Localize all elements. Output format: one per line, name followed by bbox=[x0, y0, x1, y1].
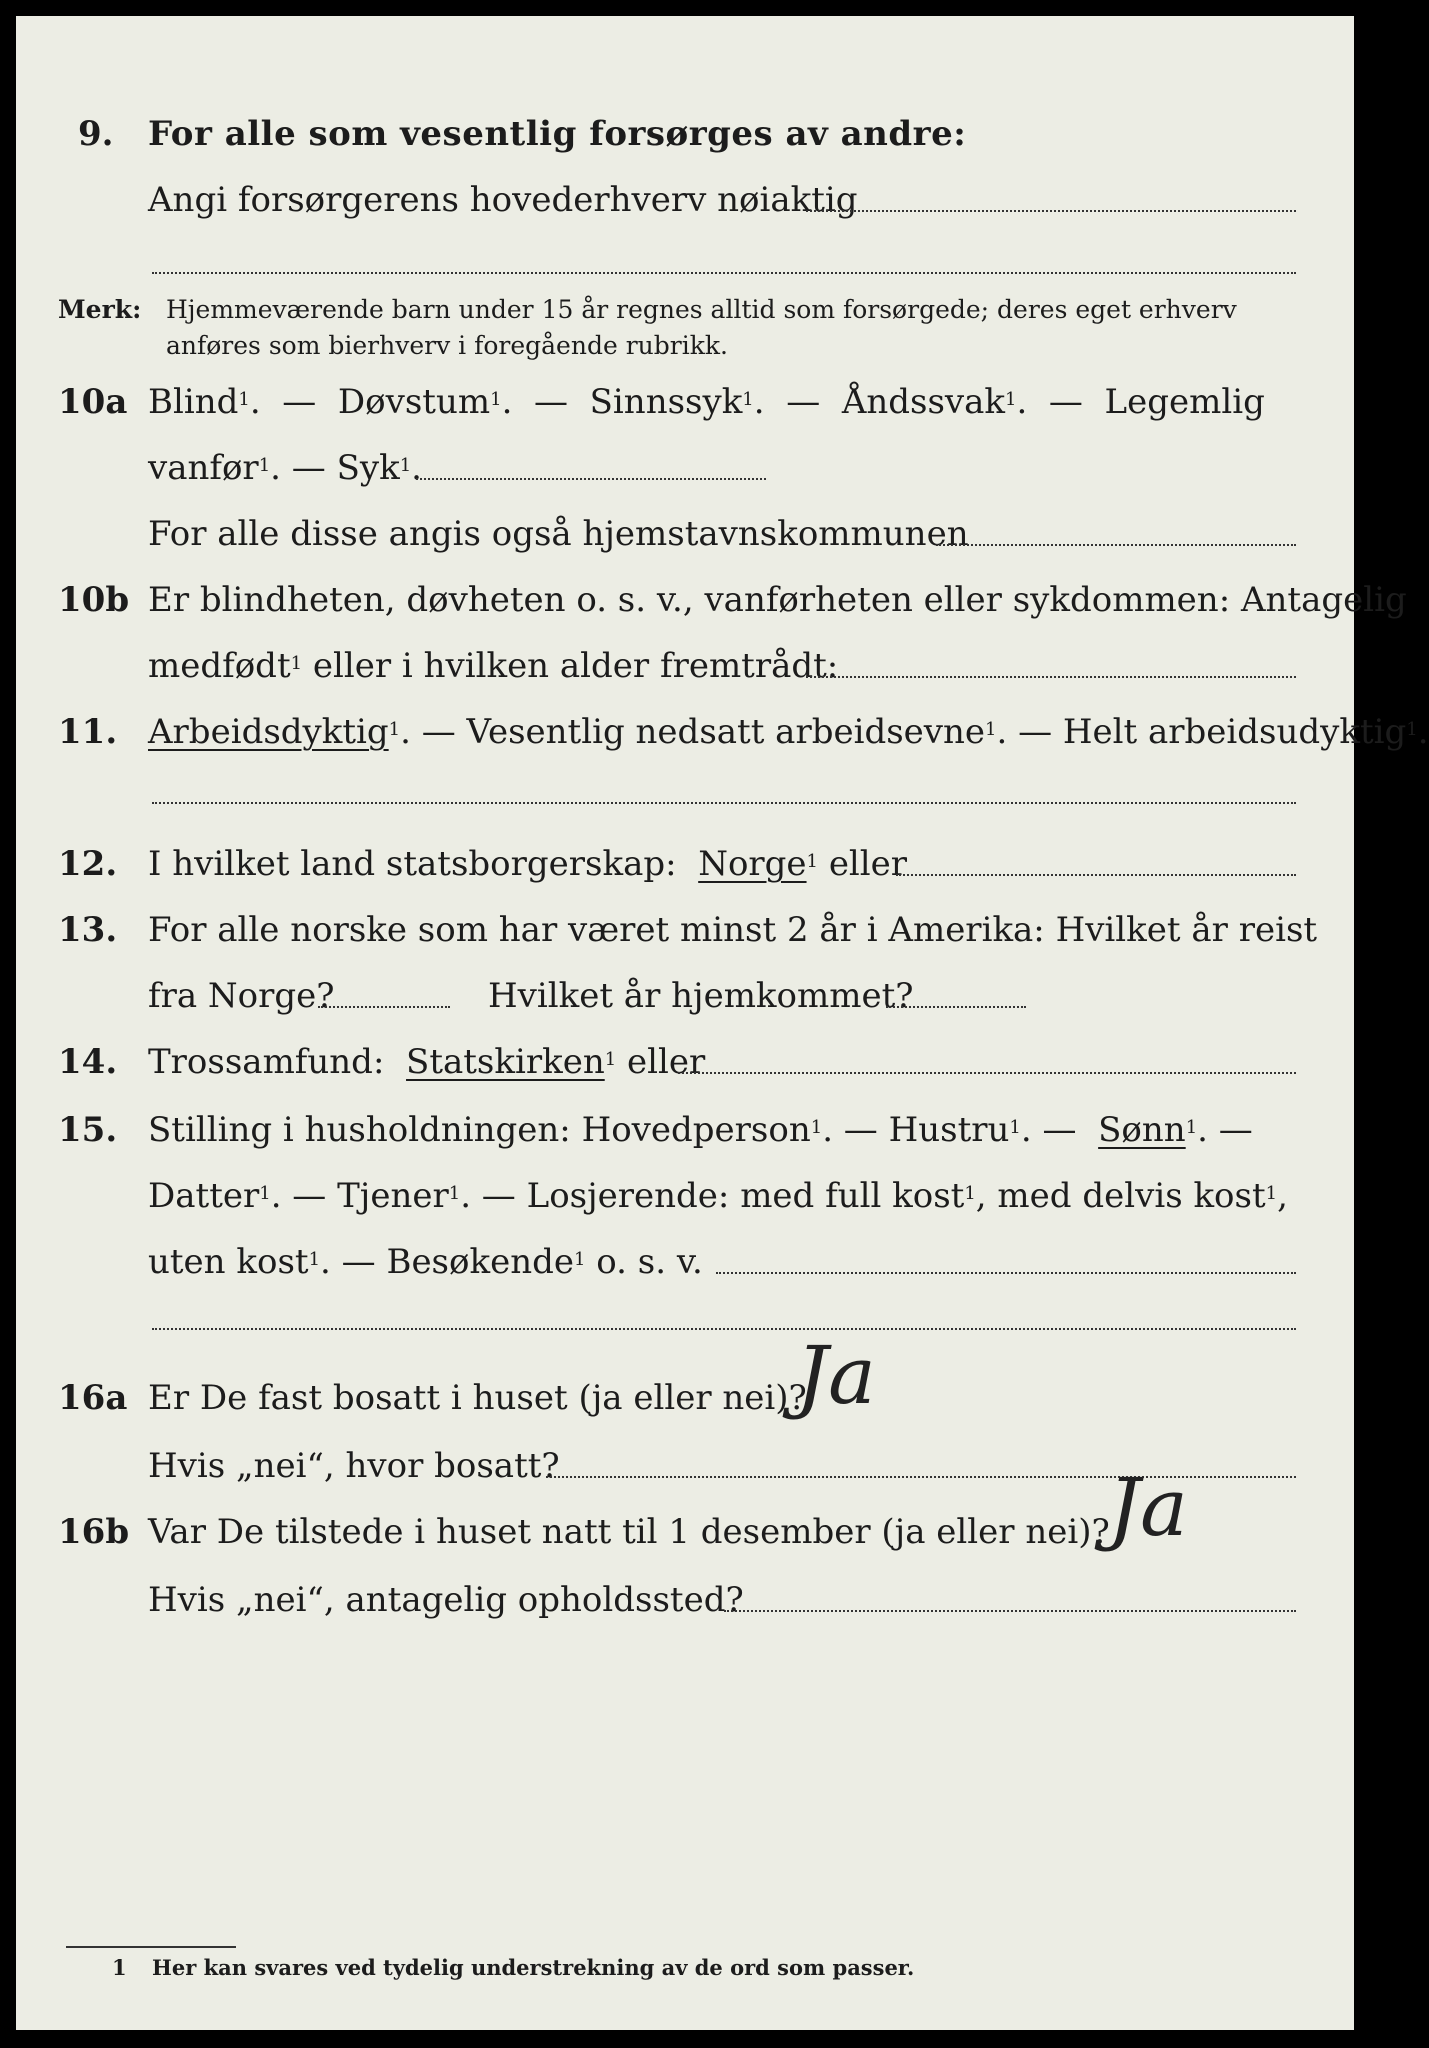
q13-line2a: fra Norge? bbox=[148, 976, 335, 1016]
option-legemlig[interactable]: Legemlig bbox=[1104, 382, 1265, 422]
q16a-handwritten-answer: Ja bbox=[796, 1329, 876, 1422]
q10b-answer-line[interactable] bbox=[806, 676, 1296, 678]
q9-answer-line-2[interactable] bbox=[152, 272, 1296, 274]
q9-heading: For alle som vesentlig forsørges av andre: bbox=[148, 114, 967, 154]
option-syk[interactable]: Syk bbox=[336, 448, 400, 488]
q10a-line3: For alle disse angis også hjemstavnskommunen bbox=[148, 514, 969, 554]
q15-line1: Stilling i husholdningen: Hovedperson$^1$. — Hustru$^1$. — Sønn$^1$. — bbox=[148, 1110, 1253, 1150]
merk-line2: anføres som bierhverv i foregående rubrikk. bbox=[166, 331, 728, 360]
merk-line1: Hjemmeværende barn under 15 år regnes alltid som forsørgede; deres eget erhverv bbox=[166, 295, 1237, 324]
q16a-line2: Hvis „nei“, hvor bosatt? bbox=[148, 1446, 560, 1486]
q16b-line1: Var De tilstede i huset natt til 1 desember (ja eller nei)? bbox=[148, 1512, 1110, 1552]
q16b-answer-line[interactable] bbox=[724, 1610, 1296, 1612]
q11-line: Arbeidsdyktig$^1$. — Vesentlig nedsatt arbeidsevne$^1$. — Helt arbeidsudyktig$^1$. bbox=[148, 712, 1429, 752]
q10a-number: 10a bbox=[58, 382, 128, 422]
q9-line2: Angi forsørgerens hovederhverv nøiaktig bbox=[148, 180, 858, 220]
q16b-number: 16b bbox=[58, 1512, 130, 1552]
q10b-line1: Er blindheten, døvheten o. s. v., vanførheten eller sykdommen: Antagelig bbox=[148, 580, 1407, 620]
footnote-mark: 1 bbox=[112, 1955, 127, 1980]
q12-answer-line[interactable] bbox=[896, 874, 1296, 876]
q15-number: 15. bbox=[58, 1110, 118, 1150]
q12-line: I hvilket land statsborgerskap: Norge$^1$ eller bbox=[148, 844, 908, 884]
q13-year-left-line[interactable] bbox=[318, 1006, 450, 1008]
option-norge[interactable]: Norge bbox=[698, 844, 807, 884]
q11-number: 11. bbox=[58, 712, 118, 752]
q9-number: 9. bbox=[78, 114, 114, 154]
q16a-number: 16a bbox=[58, 1378, 128, 1418]
q14-answer-line[interactable] bbox=[678, 1072, 1296, 1074]
merk-label: Merk: bbox=[58, 295, 142, 324]
q13-year-back-line[interactable] bbox=[886, 1006, 1026, 1008]
footnote-text: Her kan svares ved tydelig understrekning av de ord som passer. bbox=[152, 1955, 915, 1980]
q15-line2: Datter$^1$. — Tjener$^1$. — Losjerende: med full kost$^1$, med delvis kost$^1$, bbox=[148, 1176, 1288, 1216]
q15-answer-line-2[interactable] bbox=[152, 1328, 1296, 1330]
q10b-number: 10b bbox=[58, 580, 130, 620]
option-arbeidsdyktig[interactable]: Arbeidsdyktig bbox=[148, 712, 389, 752]
q10a-line1: Blind$^1$. — Døvstum$^1$. — Sinnssyk$^1$. — Åndssvak$^1$. — Legemlig bbox=[148, 382, 1265, 422]
q16b-line2: Hvis „nei“, antagelig opholdssted? bbox=[148, 1580, 744, 1620]
q13-line1: For alle norske som har været minst 2 år i Amerika: Hvilket år reist bbox=[148, 910, 1318, 950]
q10a-kommune-line[interactable] bbox=[936, 544, 1296, 546]
option-statskirken[interactable]: Statskirken bbox=[406, 1042, 605, 1082]
footnote-rule bbox=[66, 1946, 236, 1948]
option-blind[interactable]: Blind bbox=[148, 382, 239, 422]
q11-answer-line[interactable] bbox=[152, 802, 1296, 804]
q16a-line1: Er De fast bosatt i huset (ja eller nei)? bbox=[148, 1378, 807, 1418]
option-andssvak[interactable]: Åndssvak bbox=[841, 382, 1006, 422]
option-vanfor[interactable]: vanfør bbox=[148, 448, 259, 488]
q13-number: 13. bbox=[58, 910, 118, 950]
q10a-answer-line[interactable] bbox=[416, 478, 766, 480]
option-dovstum[interactable]: Døvstum bbox=[337, 382, 491, 422]
q15-answer-line[interactable] bbox=[716, 1272, 1296, 1274]
q12-number: 12. bbox=[58, 844, 118, 884]
option-medfodt[interactable]: medfødt bbox=[148, 646, 291, 686]
q9-answer-line[interactable] bbox=[806, 210, 1296, 212]
census-form-page bbox=[16, 16, 1429, 2030]
q13-line2b: Hvilket år hjemkommet? bbox=[488, 976, 914, 1016]
q10a-line2: vanfør$^1$. — Syk$^1$. bbox=[148, 448, 422, 488]
q16b-handwritten-answer: Ja bbox=[1108, 1461, 1188, 1554]
q14-line: Trossamfund: Statskirken$^1$ eller bbox=[148, 1042, 706, 1082]
q14-number: 14. bbox=[58, 1042, 118, 1082]
q10b-line2: medfødt$^1$ eller i hvilken alder fremtrådt: bbox=[148, 646, 839, 686]
option-sinnssyk[interactable]: Sinnssyk bbox=[589, 382, 743, 422]
option-sonn[interactable]: Sønn bbox=[1098, 1110, 1186, 1150]
q15-line3: uten kost$^1$. — Besøkende$^1$ o. s. v. bbox=[148, 1242, 703, 1282]
